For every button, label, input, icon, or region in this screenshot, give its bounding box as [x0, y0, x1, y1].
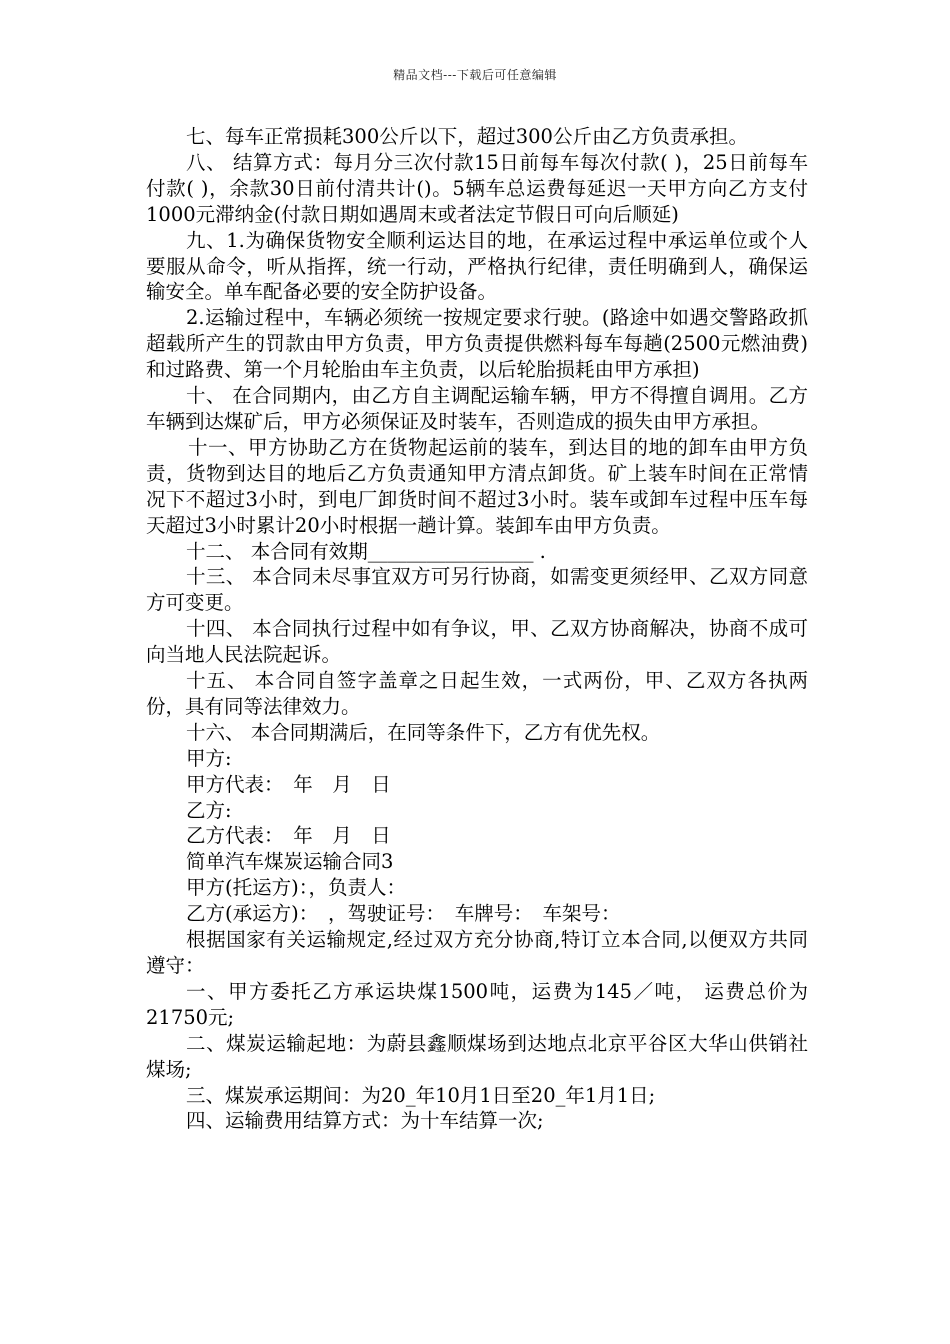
clause-1-volume-freight: 一、甲方委托乙方承运块煤1500吨，运费为145／吨， 运费总价为21750元;	[146, 979, 808, 1029]
clause-3-period: 三、煤炭承运期间：为20_年10月1日至20_年1月1日;	[186, 1083, 656, 1107]
paragraph-item-8-payment: 八、 结算方式：每月分三次付款15日前每车每次付款( )，25日前每车付款( )，余款30日前付清共计()。5辆车总运费每延迟一天甲方向乙方支付1000元滞纳金(付款日期如遇周末或者法定节假日可向后顺延)	[146, 150, 808, 226]
contract-preamble: 根据国家有关运输规定,经过双方充分协商,特订立本合同,以便双方共同遵守：	[146, 928, 808, 977]
paragraph-item-9-safety: 九、1.为确保货物安全顺利运达目的地，在承运过程中承运单位或个人要服从命令，听从指挥，统一行动，严格执行纪律，责任明确到人，确保运输安全。单车配备必要的安全防护设备。	[146, 228, 808, 304]
paragraph-item-9-driving: 2.运输过程中，车辆必须统一按规定要求行驶。(路途中如遇交警路政抓超载所产生的罚款由甲方负责，甲方负责提供燃料每车每趟(2500元燃油费)和过路费、第一个月轮胎由车主负责，以后轮胎损耗由甲方承担)	[146, 306, 808, 382]
paragraph-item-13: 十三、 本合同未尽事宜双方可另行协商，如需变更须经甲、乙双方同意方可变更。	[146, 565, 808, 615]
clause-4-settlement: 四、运输费用结算方式：为十车结算一次;	[186, 1109, 544, 1133]
signature-party-a: 甲方:	[186, 746, 232, 770]
paragraph-item-15: 十五、 本合同自签字盖章之日起生效，一式两份，甲、乙双方各执两份，具有同等法律效力。	[146, 669, 808, 718]
signature-party-b-representative: 乙方代表： 年 月 日	[186, 824, 391, 848]
contract-title: 简单汽车煤炭运输合同3	[186, 850, 394, 874]
page-header: 精品文档---下载后可任意编辑	[393, 68, 557, 82]
party-a-shipper: 甲方(托运方)：，负责人：	[186, 876, 406, 900]
paragraph-item-10: 十、 在合同期内，由乙方自主调配运输车辆，甲方不得擅自调用。乙方车辆到达煤矿后，甲方必须保证及时装车，否则造成的损失由甲方承担。	[146, 384, 808, 433]
paragraph-item-14: 十四、 本合同执行过程中如有争议，甲、乙双方协商解决，协商不成可向当地人民法院起诉。	[146, 617, 808, 667]
paragraph-item-7: 七、每车正常损耗300公斤以下，超过300公斤由乙方负责承担。	[186, 125, 748, 148]
paragraph-item-11: 十一、甲方协助乙方在货物起运前的装车，到达目的地的卸车由甲方负责，货物到达目的地后乙方负责通知甲方清点卸货。矿上装车时间在正常情况下不超过3小时，到电厂卸货时间不超过3小时。装车或卸车过程中压车每天超过3小时累计20小时根据一趟计算。装卸车由甲方负责。	[146, 435, 808, 537]
party-b-carrier: 乙方(承运方)： ，驾驶证号： 车牌号： 车架号：	[186, 902, 621, 926]
clause-2-route: 二、煤炭运输起地：为蔚县鑫顺煤场到达地点北京平谷区大华山供销社煤场;	[146, 1031, 808, 1081]
signature-party-b: 乙方:	[186, 798, 232, 822]
paragraph-item-16: 十六、 本合同期满后，在同等条件下，乙方有优先权。	[186, 720, 661, 744]
paragraph-item-12-validity: 十二、 本合同有效期_________________ .	[186, 539, 546, 563]
document-body	[146, 124, 808, 1134]
signature-party-a-representative: 甲方代表： 年 月 日	[186, 772, 391, 796]
